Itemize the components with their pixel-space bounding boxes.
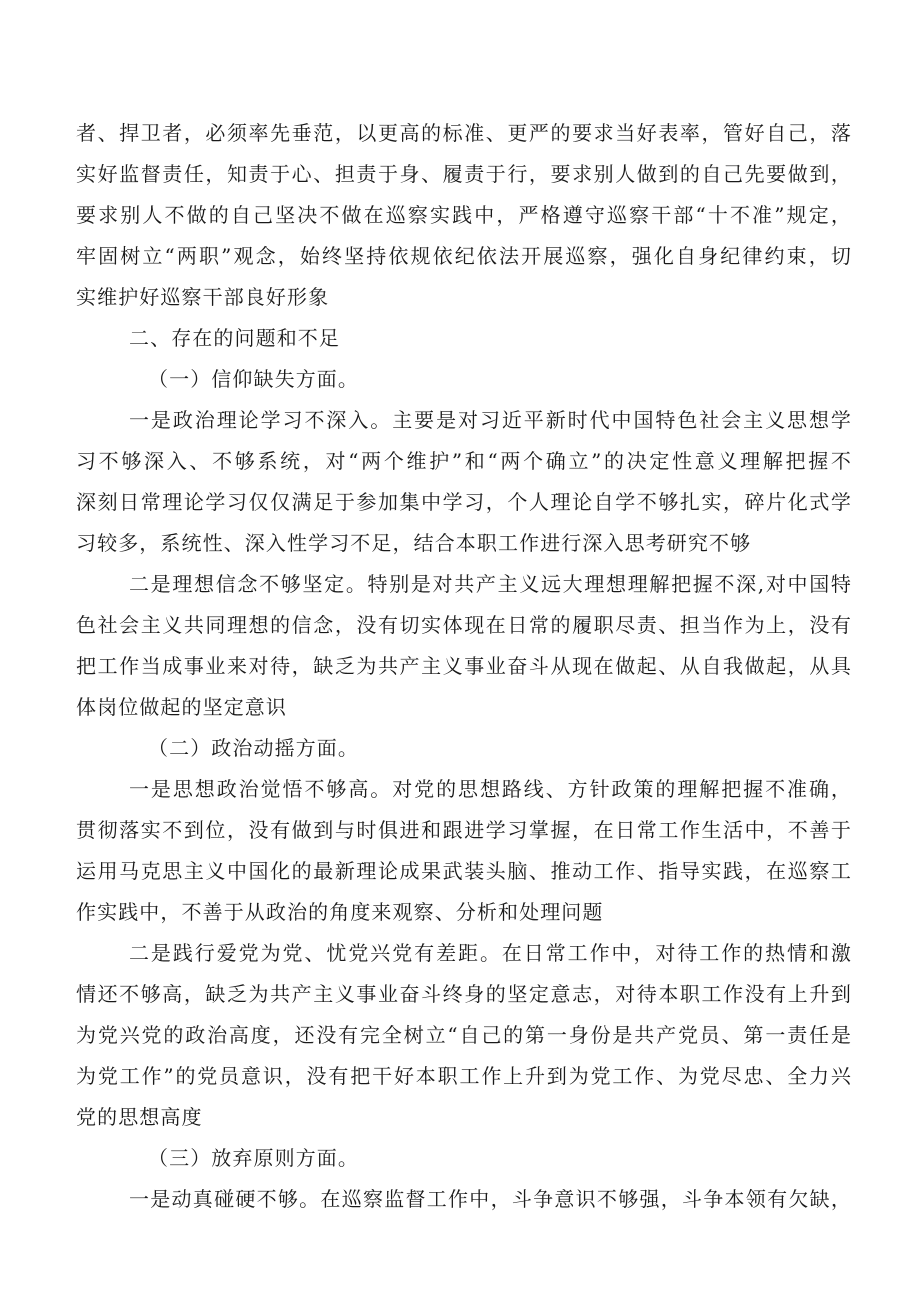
paragraph-line: 贯彻落实不到位，没有做到与时俱进和跟进学习掌握，在日常工作生活中，不善于	[76, 818, 852, 842]
paragraph-line: 体岗位做起的坚定意识	[76, 695, 287, 719]
subsection-heading: （二）政治动摇方面。	[148, 736, 359, 760]
paragraph-line: 为党工作”的党员意识，没有把干好本职工作上升到为党工作、为党尽忠、全力兴	[76, 1064, 852, 1088]
paragraph-line: 情还不够高，缺乏为共产主义事业奋斗终身的坚定意志，对待本职工作没有上升到	[76, 982, 852, 1006]
paragraph-line: 者、捍卫者，必须率先垂范，以更高的标准、更严的要求当好表率，管好自己，落	[76, 121, 852, 145]
document-body	[76, 113, 852, 1220]
paragraph-line: 一是思想政治觉悟不够高。对党的思想路线、方针政策的理解把握不准确，	[129, 777, 852, 801]
subsection-heading: （三）放弃原则方面。	[148, 1146, 359, 1170]
paragraph-line: 要求别人不做的自己坚决不做在巡察实践中，严格遵守巡察干部“十不准”规定，	[76, 203, 852, 227]
paragraph-line: 习较多，系统性、深入性学习不足，结合本职工作进行深入思考研究不够	[76, 531, 752, 555]
paragraph-line: 运用马克思主义中国化的最新理论成果武装头脑、推动工作、指导实践，在巡察工	[76, 859, 852, 883]
section-heading: 二、存在的问题和不足	[129, 326, 340, 350]
paragraph-line: 党的思想高度	[76, 1105, 203, 1129]
paragraph-line: 为党兴党的政治高度，还没有完全树立“自己的第一身份是共产党员、第一责任是	[76, 1023, 852, 1047]
paragraph-line: 一是动真碰硬不够。在巡察监督工作中，斗争意识不够强，斗争本领有欠缺，	[129, 1187, 852, 1211]
paragraph-line: 实好监督责任，知责于心、担责于身、履责于行，要求别人做到的自己先要做到，	[76, 162, 852, 186]
paragraph-line: 深刻日常理论学习仅仅满足于参加集中学习，个人理论自学不够扎实，碎片化式学	[76, 490, 852, 514]
paragraph-line: 把工作当成事业来对待，缺乏为共产主义事业奋斗从现在做起、从自我做起，从具	[76, 654, 852, 678]
paragraph-line: 牢固树立“两职”观念，始终坚持依规依纪依法开展巡察，强化自身纪律约束，切	[76, 244, 852, 268]
paragraph-line: 一是政治理论学习不深入。主要是对习近平新时代中国特色社会主义思想学	[129, 408, 852, 432]
paragraph-line: 色社会主义共同理想的信念，没有切实体现在日常的履职尽责、担当作为上，没有	[76, 613, 852, 637]
paragraph-line: 二是理想信念不够坚定。特别是对共产主义远大理想理解把握不深,对中国特	[129, 572, 852, 596]
subsection-heading: （一）信仰缺失方面。	[148, 367, 359, 391]
paragraph-line: 习不够深入、不够系统，对“两个维护”和“两个确立”的决定性意义理解把握不	[76, 449, 852, 473]
paragraph-line: 二是践行爱党为党、忧党兴党有差距。在日常工作中，对待工作的热情和激	[129, 941, 852, 965]
paragraph-line: 实维护好巡察干部良好形象	[76, 285, 330, 309]
paragraph-line: 作实践中，不善于从政治的角度来观察、分析和处理问题	[76, 900, 604, 924]
